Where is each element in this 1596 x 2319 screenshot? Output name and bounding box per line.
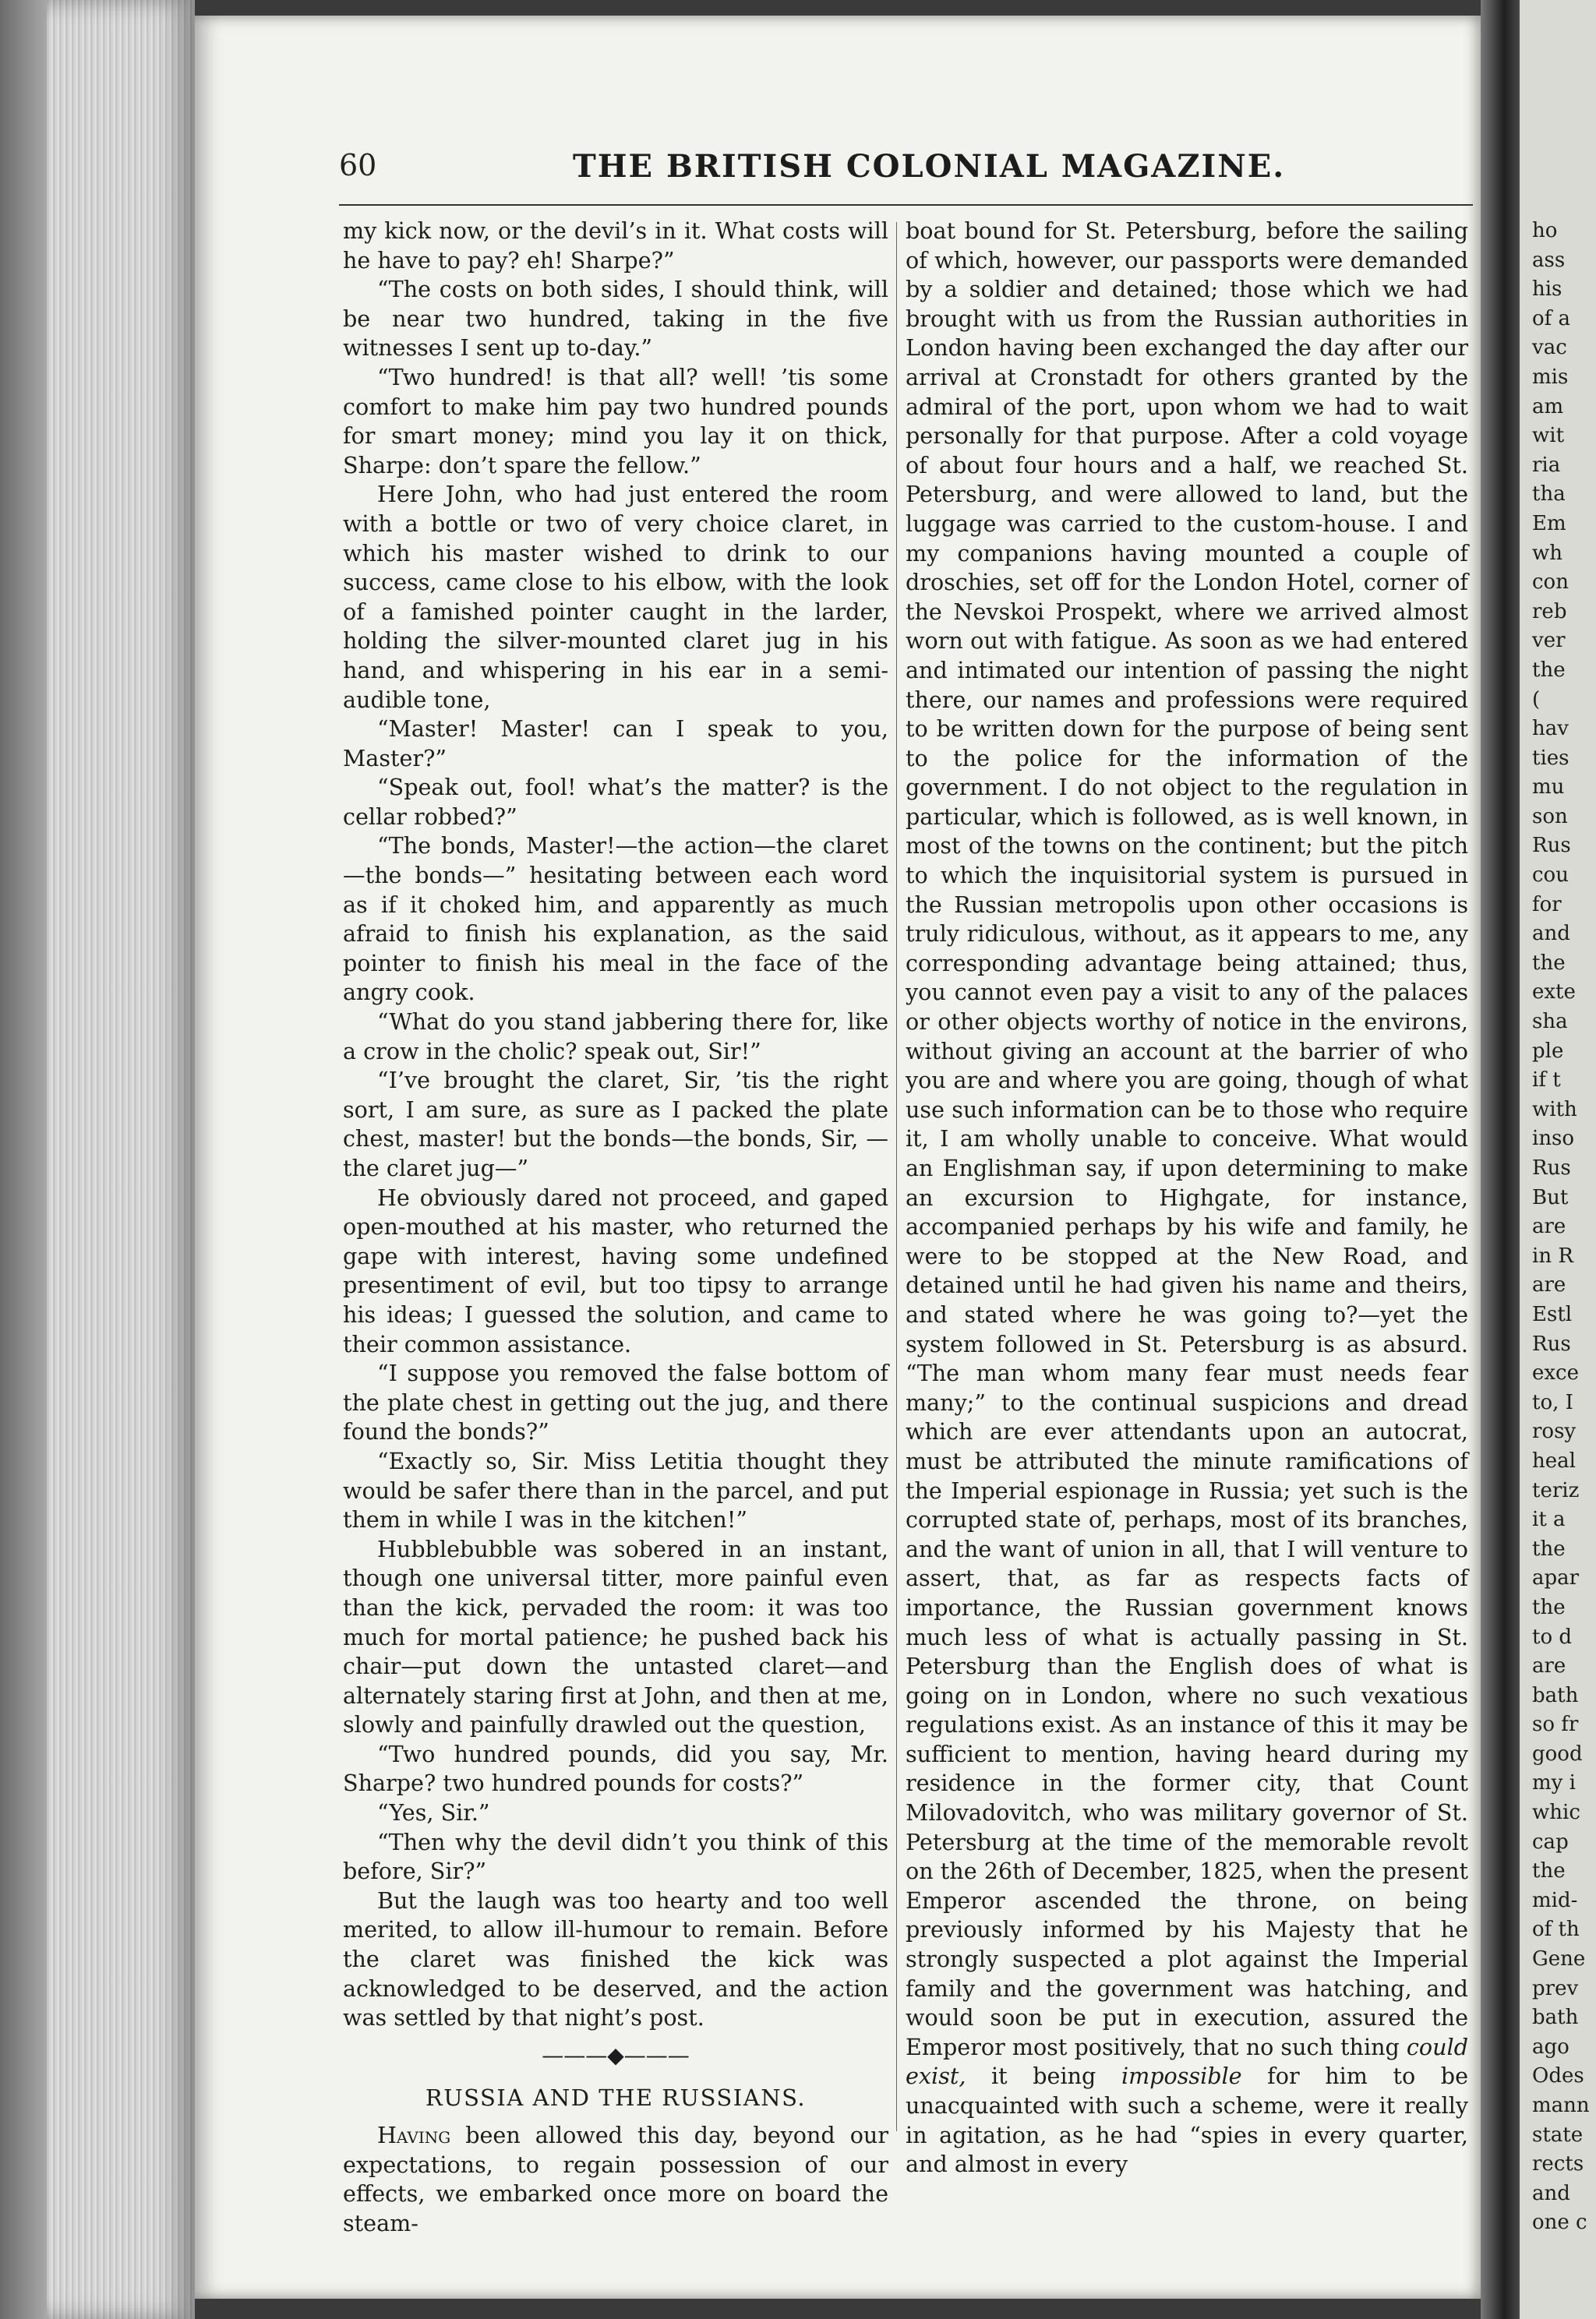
facing-page-line: the xyxy=(1532,951,1566,975)
facing-page-line: Gene xyxy=(1532,1947,1586,1971)
paragraph: But the laugh was too hearty and too well merited, to allow ill-humour to remain. Before the claret was finished the kick was acknowledged to be deserved, and the action was settled by that night’s post. xyxy=(343,1887,888,2031)
paragraph: “The costs on both sides, I should think, will be near two hundred, taking in the five witnesses I sent up to-day.” xyxy=(343,276,888,362)
facing-page-line: are xyxy=(1532,1273,1566,1297)
page-header xyxy=(339,148,1477,203)
facing-page-line: rects xyxy=(1532,2152,1584,2176)
facing-page-line: with xyxy=(1532,1097,1577,1121)
facing-page-line: wh xyxy=(1532,541,1562,565)
facing-page-line: of th xyxy=(1532,1918,1580,1942)
facing-page-fragment xyxy=(1520,0,1596,2319)
facing-page-line: mu xyxy=(1532,775,1565,799)
facing-page-line: his xyxy=(1532,277,1562,302)
facing-page-line: apar xyxy=(1532,1566,1580,1590)
facing-page-line: Odes xyxy=(1532,2064,1584,2088)
facing-page-line: for xyxy=(1532,892,1562,916)
facing-page-line: are xyxy=(1532,1654,1566,1678)
left-column xyxy=(343,217,888,2236)
paragraph: “I suppose you removed the false bottom of the plate chest in getting out the jug, and there found the bonds?” xyxy=(343,1360,888,1445)
facing-page-line: Em xyxy=(1532,511,1566,535)
facing-page-text xyxy=(1520,0,1596,2238)
running-title: THE BRITISH COLONIAL MAGAZINE. xyxy=(573,148,1286,185)
facing-page-line: good xyxy=(1532,1742,1583,1766)
facing-page-line: of a xyxy=(1532,306,1571,330)
facing-page-line: ho xyxy=(1532,219,1558,242)
facing-page-line: wit xyxy=(1532,424,1565,448)
facing-page-line: the xyxy=(1532,1537,1566,1561)
facing-page-line: ties xyxy=(1532,746,1570,770)
facing-page-line: tha xyxy=(1532,482,1566,507)
facing-page-line: it a xyxy=(1532,1508,1566,1532)
facing-page-line: ago xyxy=(1532,2035,1570,2059)
facing-page-line: state xyxy=(1532,2123,1584,2147)
book-gutter xyxy=(1481,0,1520,2319)
facing-page-line: con xyxy=(1532,570,1569,595)
drop-word: Having xyxy=(377,2122,451,2148)
text-run: it being xyxy=(966,2063,1121,2090)
paragraph: “Speak out, fool! what’s the matter? is the cellar robbed?” xyxy=(343,774,888,830)
facing-page-line: bath xyxy=(1532,1683,1579,1707)
facing-page-line: in R xyxy=(1532,1244,1573,1268)
facing-page-line: cap xyxy=(1532,1830,1569,1854)
facing-page-line: But xyxy=(1532,1185,1569,1209)
opening-text: been allowed this day, beyond our expectations, to regain possession of our effects, we embarked once more on board the steam- xyxy=(343,2122,888,2236)
paragraph: “Then why the devil didn’t you think of this before, Sir?” xyxy=(343,1828,888,1885)
paragraph: Hubblebubble was sobered in an instant, though one universal titter, more painful even than the kick, pervaded the room: it was too much for mortal patience; he pushed back his chair—put down the untasted claret—and alternately staring first at John, and then at me, slowly and painfully drawled out the question, xyxy=(343,1535,888,1738)
paragraph: “Yes, Sir.” xyxy=(377,1799,490,1827)
facing-page-line: teriz xyxy=(1532,1478,1580,1502)
facing-page-line: inso xyxy=(1532,1127,1575,1151)
facing-page-line: cou xyxy=(1532,863,1569,888)
italic-run: impossible xyxy=(1121,2063,1242,2090)
facing-page-line: mis xyxy=(1532,365,1569,389)
paragraph: “Two hundred pounds, did you say, Mr. Sharpe? two hundred pounds for costs?” xyxy=(343,1740,888,1797)
facing-page-line: to d xyxy=(1532,1625,1573,1649)
column-divider xyxy=(896,222,897,2131)
paragraph xyxy=(906,217,1468,2180)
italic-run: could exist, xyxy=(906,2033,1468,2090)
header-rule xyxy=(339,204,1473,206)
facing-page-line: vac xyxy=(1532,336,1567,360)
facing-page-line: son xyxy=(1532,804,1568,828)
paragraph: “Master! Master! can I speak to you, Master?” xyxy=(343,715,888,771)
book-page-edges xyxy=(0,0,195,2319)
facing-page-line: the xyxy=(1532,1859,1566,1883)
facing-page-line: and xyxy=(1532,922,1570,946)
paragraph: He obviously dared not proceed, and gaped open-mouthed at his master, who returned the gape with interest, having some undefined presentiment of evil, but too tipsy to arrange his ideas; I guessed the solution, and came to their common assistance. xyxy=(343,1184,888,1357)
facing-page-line: bath xyxy=(1532,2006,1579,2030)
facing-page-line: to, I xyxy=(1532,1390,1573,1414)
paragraph: Here John, who had just entered the room with a bottle or two of very choice claret, in which his master wished to drink to our success, came close to his elbow, with the look of a famished pointer caught in the larder, holding the silver-mounted claret jug in his hand, and whispering in his ear in a semi-audible tone, xyxy=(343,481,888,713)
facing-page-line: one c xyxy=(1532,2211,1587,2235)
paragraph: “I’ve brought the claret, Sir, ’tis the right sort, I am sure, as sure as I packed the plate chest, master! but the bonds—the bonds, Sir, —the claret jug—” xyxy=(343,1067,888,1181)
facing-page-line: ass xyxy=(1532,248,1566,272)
facing-page-line: exte xyxy=(1532,980,1576,1004)
facing-page-line: ria xyxy=(1532,453,1561,477)
page-number: 60 xyxy=(339,148,377,182)
facing-page-line: mann xyxy=(1532,2094,1590,2117)
section-ornament: ———◆——— xyxy=(542,2042,690,2068)
text-run: for him to be unacquainted with such a scheme, were it really in agitation, as he had “spies in every quarter, and almost in every xyxy=(906,2063,1468,2178)
text-run: boat bound for St. Petersburg, before the sailing of which, however, our passports were demanded by a soldier and detained; those which we had brought with us from the Russian authorities in London having been exchanged the day after our arrival at Cronstadt for others granted by the admiral of the port, upon whom we had to wait personally for that purpose. After a cold voyage of about four hours and a half, we reached St. Petersburg, and were allowed to land, but the luggage was carried to the custom-house. I and my companions having mounted a couple of droschies, set off for the London Hotel, corner of the Nevskoi Prospekt, where we arrived almost worn out with fatigue. As soon as we had entered and intimated our intention of passing the night there, our names and professions were required to be written down for the purpose of being sent to the police for the information of the government. I do not object to the regulation in particular, which is followed, as is well known, in most of the towns on the continent; but the pitch to which the inquisitorial system is pursued in the Russian metropolis upon other occasions is truly ridiculous, without, as it appears to me, any corresponding advantage being attained; thus, you cannot even pay a visit to any of the palaces or other objects worthy of notice in the environs, without giving an account at the barrier of who you are and where you are going, though of what use such information can be to those who require it, I am wholly unable to conceive. What would an Englishman say, if upon determining to make an excursion to Highgate, for instance, accompanied perhaps by his wife and family, he were to be stopped at the New Road, and detained until he had given his name and theirs, and stated where he was going to?—yet the system followed in St. Petersburg is as absurd. “The man whom many fear must needs fear many;” to the continual suspicions and dread which are ever attendants upon an autocrat, must be attributed the minute ramifications of the Imperial espionage in Russia; yet such is the corrupted state of, perhaps, most of its branches, and the want of union in all, that I will venture to assert, that, as far as respects facts of importance, the Russian government knows much less of what is actually passing in St. Petersburg than the English does of what is going on in London, where no such vexatious regulations exist. As an instance of this it may be sufficient to mention, having heard during my residence in the former city, that Count Milovadovitch, who was military governor of St. Petersburg at the time of the memorable revolt on the 26th of December, 1825, when the present Emperor ascended the throne, on being previously informed by his Majesty that he strongly suspected a plot against the Imperial family and the government was hatching, and would soon be put in execution, assured the Emperor most positively, that no such thing xyxy=(906,217,1468,2060)
facing-page-line: the xyxy=(1532,658,1566,682)
facing-page-line: ( xyxy=(1532,687,1541,711)
facing-page-line: ver xyxy=(1532,629,1566,653)
facing-page-line: my i xyxy=(1532,1771,1576,1795)
facing-page-line: and xyxy=(1532,2181,1570,2205)
paragraph: “The bonds, Master!—the action—the claret—the bonds—” hesitating between each word as if it choked him, and apparently as much afraid to finish his explanation, as the said pointer to finish his meal in the face of the angry cook. xyxy=(343,832,888,1006)
facing-page-line: if t xyxy=(1532,1068,1561,1092)
facing-page-line: rosy xyxy=(1532,1420,1577,1444)
facing-page-line: so fr xyxy=(1532,1713,1579,1737)
facing-page-line: Estl xyxy=(1532,1302,1573,1326)
section-title: RUSSIA AND THE RUSSIANS. xyxy=(425,2084,807,2112)
facing-page-line: Rus xyxy=(1532,1332,1571,1356)
facing-page-line: am xyxy=(1532,394,1564,418)
paragraph: my kick now, or the devil’s in it. What costs will he have to pay? eh! Sharpe?” xyxy=(343,217,888,274)
facing-page-line: reb xyxy=(1532,599,1567,623)
facing-page-line: the xyxy=(1532,1595,1566,1619)
paragraph: “What do you stand jabbering there for, like a crow in the cholic? speak out, Sir!” xyxy=(343,1008,888,1064)
facing-page-line: ple xyxy=(1532,1039,1564,1063)
facing-page-line: Rus xyxy=(1532,834,1571,858)
facing-page-line: whic xyxy=(1532,1801,1580,1825)
facing-page-line: sha xyxy=(1532,1010,1568,1034)
facing-page-line: are xyxy=(1532,1215,1566,1239)
facing-page-line: prev xyxy=(1532,1976,1579,2000)
facing-page-line: heal xyxy=(1532,1449,1576,1473)
facing-page-line: exce xyxy=(1532,1361,1579,1385)
facing-page-line: mid- xyxy=(1532,1888,1578,1912)
paragraph: “Exactly so, Sir. Miss Letitia thought they would be safer there than in the parcel, and put them in while I was in the kitchen!” xyxy=(343,1447,888,1534)
paragraph: “Two hundred! is that all? well! ’tis some comfort to make him pay two hundred pounds for smart money; mind you lay it on thick, Sharpe: don’t spare the fellow.” xyxy=(343,363,888,478)
facing-page-line: Rus xyxy=(1532,1156,1571,1180)
section-opening-paragraph xyxy=(343,2121,888,2238)
right-column xyxy=(906,217,1468,2211)
facing-page-line: hav xyxy=(1532,717,1569,741)
